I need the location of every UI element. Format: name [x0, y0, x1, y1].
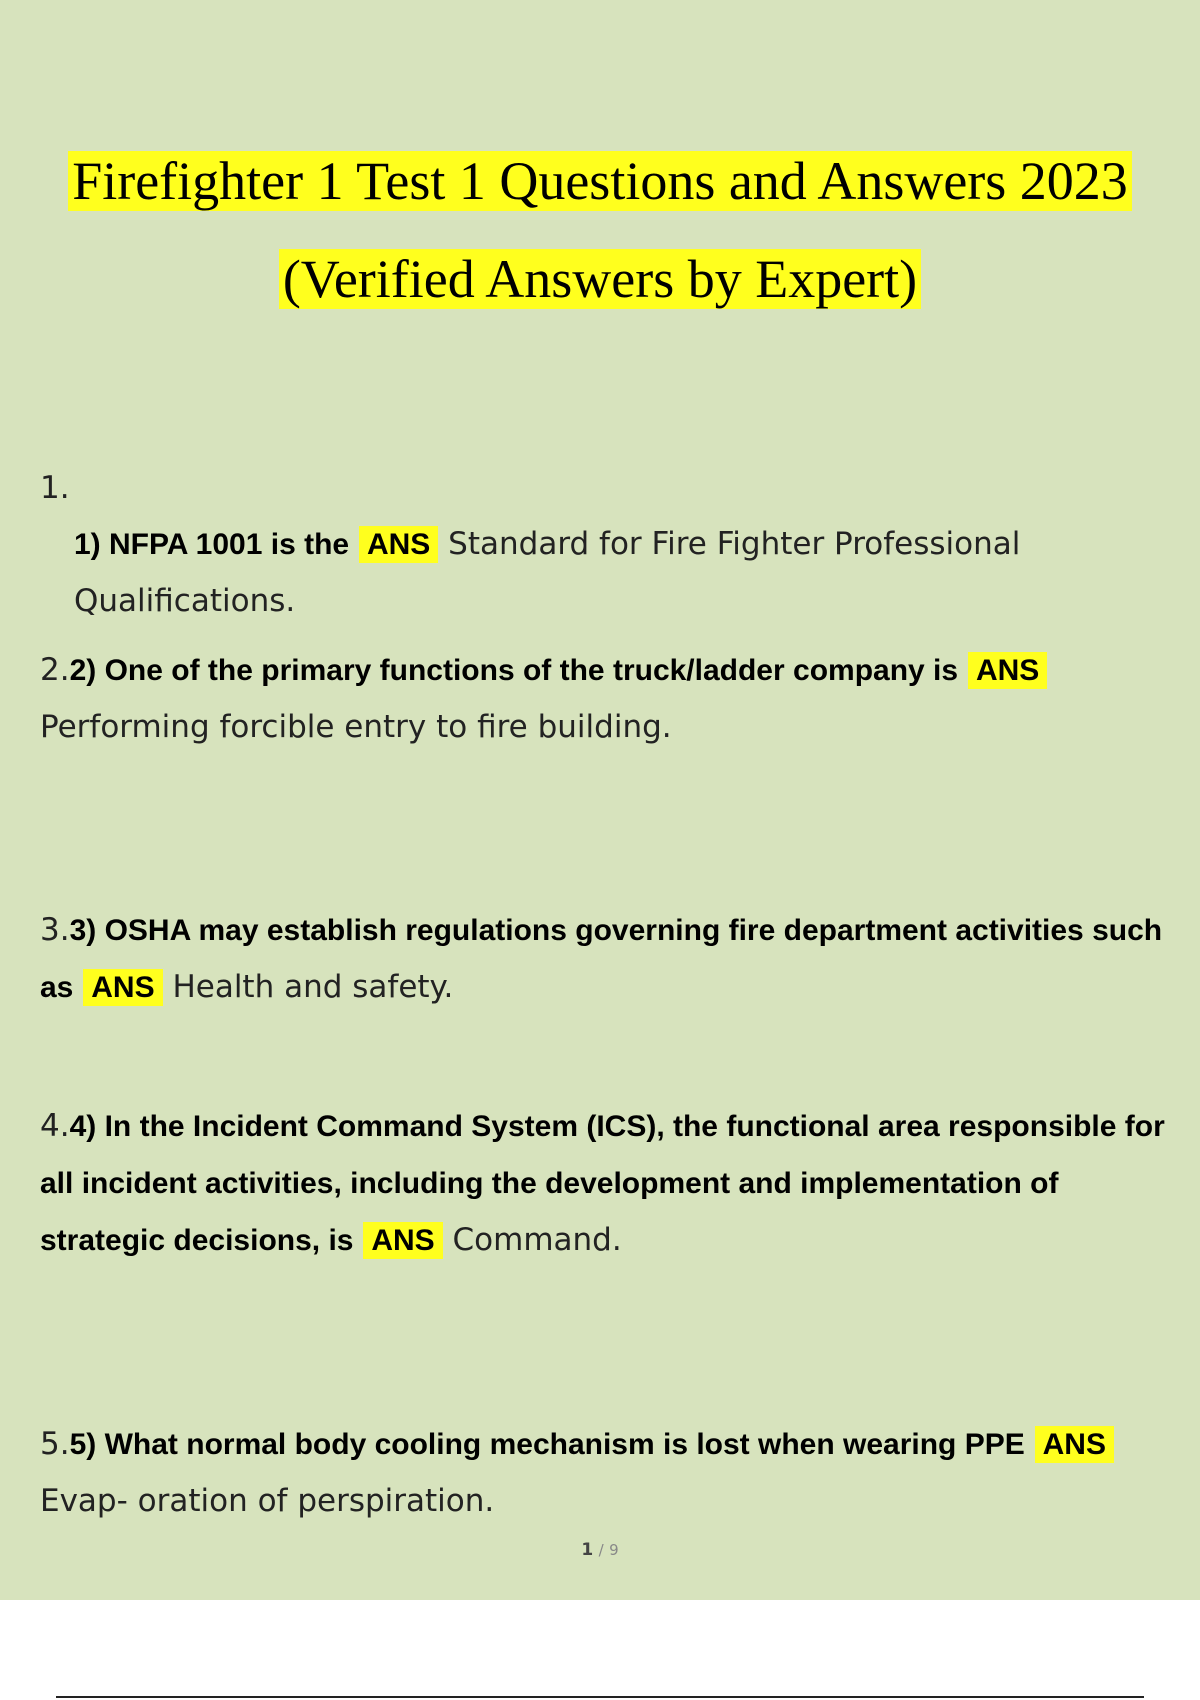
item-number: 4.: [40, 1108, 70, 1144]
question-text: 5) What normal body cooling mechanism is lost when wearing PPE: [69, 1428, 1025, 1461]
title-line-1: Firefighter 1 Test 1 Questions and Answers 2023: [0, 132, 1200, 230]
item-number: 5.: [40, 1426, 70, 1462]
answer-text: Command.: [452, 1222, 622, 1258]
list-item: [40, 1098, 1170, 1269]
ans-badge: ANS: [968, 652, 1047, 689]
answer-text: Evap- oration of perspiration.: [40, 1483, 495, 1519]
list-item: [40, 902, 1170, 1016]
answer-text: Standard for Fire Fighter Professional Qualifications.: [74, 526, 1021, 619]
ans-badge: ANS: [359, 526, 438, 563]
question-text: 2) One of the primary functions of the truck/ladder company is: [69, 654, 959, 687]
answer-text: Health and safety.: [172, 969, 454, 1005]
question-text: 4) In the Incident Command System (ICS), the functional area responsible for all incident activities, including the development and implementation of strategic decisions, is: [40, 1110, 1165, 1257]
ans-badge: ANS: [363, 1222, 442, 1259]
title-line-2: (Verified Answers by Expert): [0, 230, 1200, 328]
item-number: 3.: [40, 912, 70, 948]
answer-text: Performing forcible entry to fire building.: [40, 709, 672, 745]
ans-badge: ANS: [83, 969, 162, 1006]
list-item: [40, 1416, 1170, 1529]
current-page: 1: [581, 1540, 594, 1560]
item-number: 1.: [40, 470, 70, 506]
question-text: 3) OSHA may establish regulations governing fire department activities such as: [40, 914, 1163, 1004]
item-number: 2.: [40, 652, 70, 688]
question-text: 1) NFPA 1001 is the: [74, 528, 350, 561]
list-item: [40, 460, 1170, 629]
total-pages: 9: [609, 1541, 619, 1559]
page-indicator: [0, 1540, 1200, 1560]
page-separator: /: [598, 1541, 604, 1559]
item-content: [40, 516, 1170, 629]
ans-badge: ANS: [1035, 1426, 1114, 1463]
document-title: [0, 132, 1200, 328]
list-item: [40, 642, 1170, 755]
bottom-divider: [56, 1696, 1144, 1698]
